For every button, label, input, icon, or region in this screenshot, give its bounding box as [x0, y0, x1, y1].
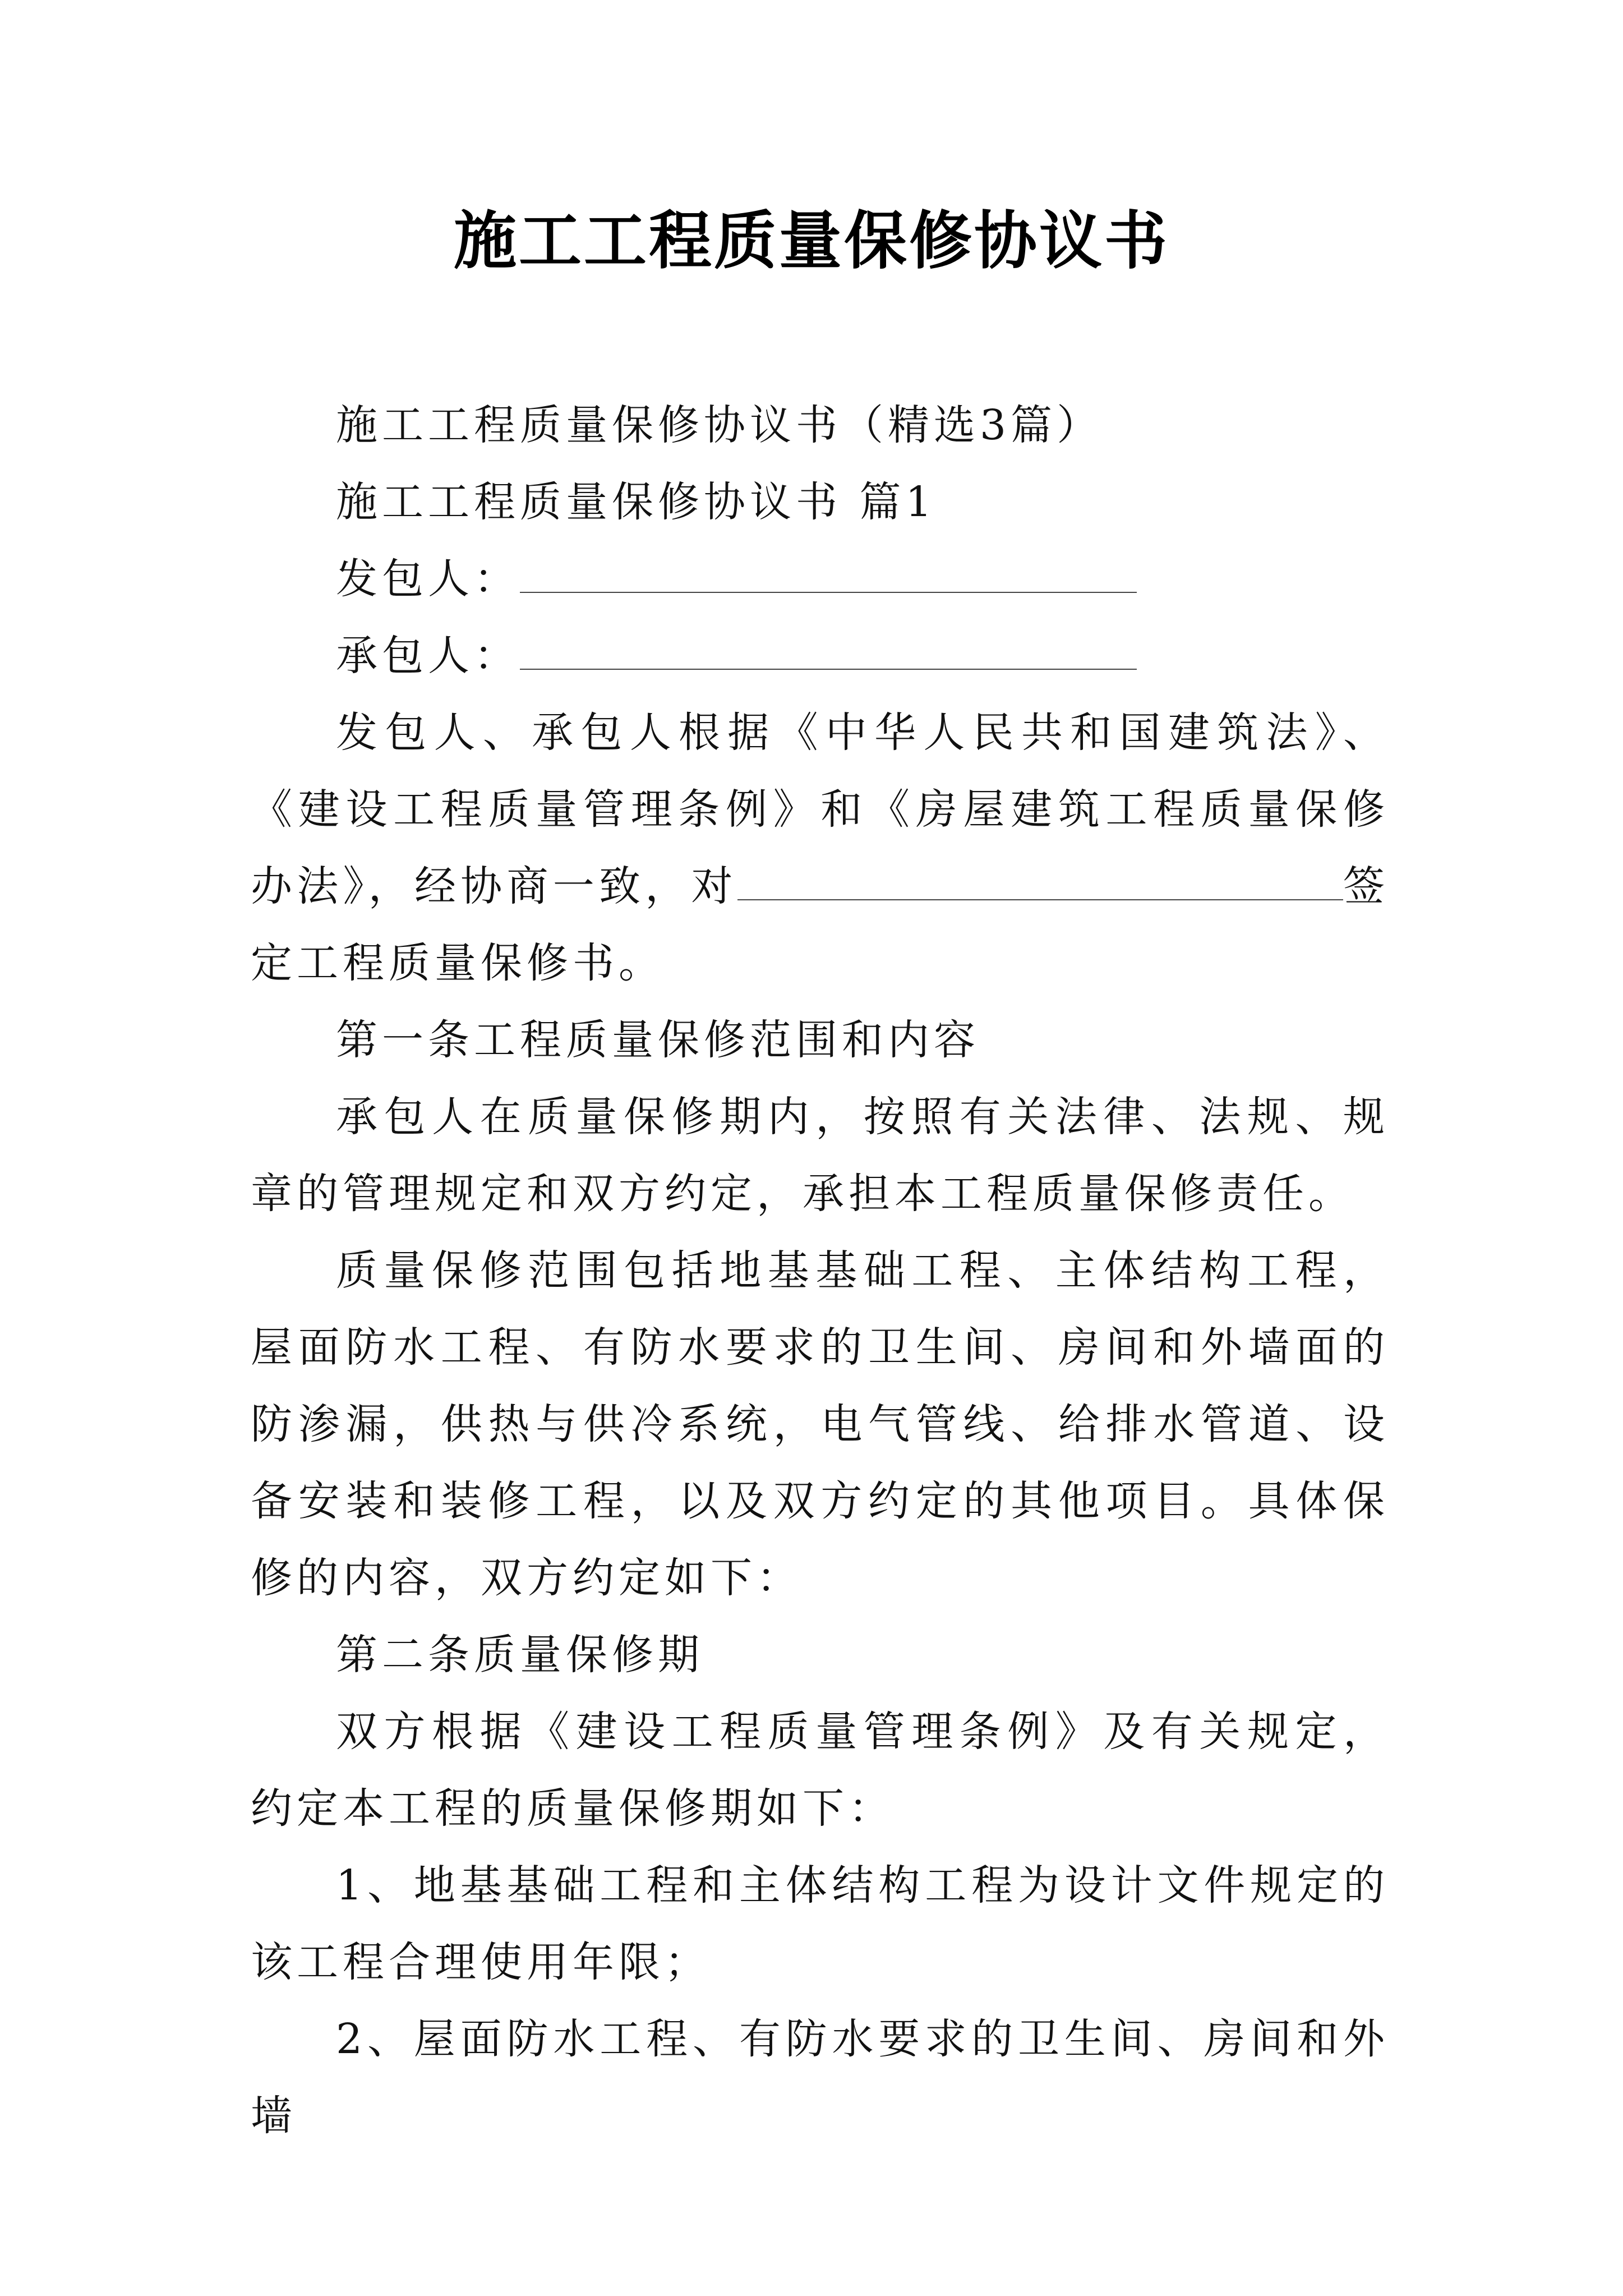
paragraph-employer [251, 541, 1389, 618]
paragraph-section-heading: 施工工程质量保修协议书 篇1 [336, 478, 937, 526]
article-1-paragraph-2: 质量保修范围包括地基基础工程、主体结构工程，屋面防水工程、有防水要求的卫生间、房间和外墙面的防渗漏，供热与供冷系统，电气管线、给排水管道、设备安装和装修工程，以及双方约定的其他项目。具体保修的内容，双方约定如下： [251, 1246, 1389, 1602]
paragraph-agreement-basis [251, 694, 1389, 1002]
article-1-paragraph-1: 承包人在质量保修期内，按照有关法律、法规、规章的管理规定和双方约定，承担本工程质量保修责任。 [251, 1093, 1389, 1218]
agreement-basis-text: 发包人、承包人根据《中华人民共和国建筑法》、《建设工程质量管理条例》和《房屋建筑工程质量保修办法》，经协商一致，对 [251, 708, 1389, 910]
project-name-blank-line [737, 860, 1343, 900]
agreement-basis-ending: 签定工程质量保修书。 [251, 862, 1389, 987]
paragraph-contractor [251, 618, 1389, 694]
article-2-paragraph-1: 双方根据《建设工程质量管理条例》及有关规定，约定本工程的质量保修期如下： [251, 1708, 1389, 1833]
article-2-item-1: 1、地基基础工程和主体结构工程为设计文件规定的该工程合理使用年限； [251, 1861, 1389, 1986]
employer-label: 发包人： [336, 555, 520, 603]
article-2-item-2: 2、屋面防水工程、有防水要求的卫生间、房间和外墙 [251, 2015, 1389, 2140]
paragraph-collection-title: 施工工程质量保修协议书（精选3篇） [336, 401, 1103, 449]
contractor-label: 承包人： [336, 632, 520, 680]
article-2-heading: 第二条质量保修期 [336, 1631, 704, 1679]
document-title: 施工工程质量保修协议书 [454, 204, 1169, 278]
contractor-blank-line [520, 629, 1137, 670]
article-1-heading: 第一条工程质量保修范围和内容 [336, 1016, 980, 1064]
document-body [251, 387, 1389, 2155]
employer-blank-line [520, 553, 1137, 593]
